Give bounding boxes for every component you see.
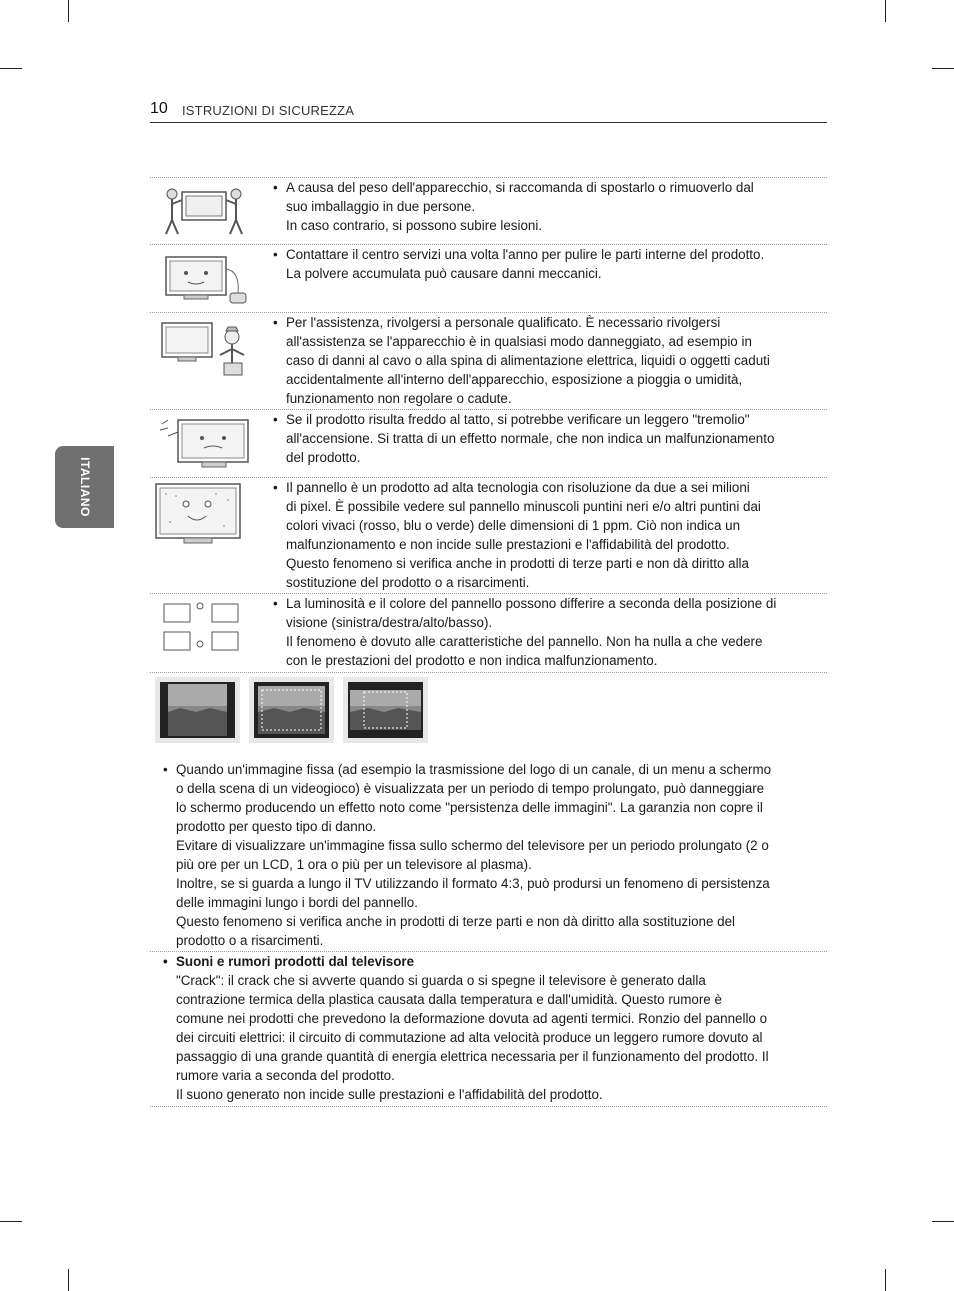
bullet-line: • Per l'assistenza, rivolgersi a personale qualificato. È necessario rivolgersi xyxy=(270,313,815,332)
noise-text xyxy=(160,952,810,1104)
text-line: comune nei prodotti che prevedono la deformazione dovuta ad agenti termici. Ronzio del pannello o xyxy=(176,1011,768,1026)
text-line: delle immagini lungo i bordi del pannello. xyxy=(176,895,418,910)
text-line: Inoltre, se si guarda a lungo il TV utilizzando il formato 4:3, può prodursi un fenomeno di persistenza xyxy=(176,876,770,891)
page-header xyxy=(150,100,827,123)
text-line: Il suono generato non incide sulle prestazioni e l'affidabilità del prodotto. xyxy=(176,1087,603,1102)
landscape-photo-image xyxy=(160,682,235,738)
safety-text xyxy=(270,594,815,670)
two-people-carrying-tv-illustration xyxy=(154,182,254,242)
crop-mark xyxy=(68,1269,69,1291)
divider xyxy=(150,1106,827,1107)
divider xyxy=(150,672,827,673)
text-line: colori vivaci (rosso, blu o verde) delle dimensioni di 1 ppm. Ciò non indica un xyxy=(286,518,741,533)
bullet-line: • Il pannello è un prodotto ad alta tecnologia con risoluzione da due a sei milioni xyxy=(270,478,815,497)
safety-row-pixels xyxy=(150,477,827,594)
text-line: all'assistenza se l'apparecchio è in qualsiasi modo danneggiato, ad esempio in xyxy=(286,334,752,349)
text-line: del prodotto. xyxy=(286,450,361,465)
safety-row-cold-flicker xyxy=(150,409,827,478)
warning-text xyxy=(160,760,810,950)
text-line: con le prestazioni del prodotto e non indica malfunzionamento. xyxy=(286,653,658,668)
text-line: sostituzione del prodotto o a risarcimenti. xyxy=(286,575,530,590)
crop-mark xyxy=(932,68,954,69)
text-line: Questo fenomeno si verifica anche in prodotti di terze parti e non dà diritto alla xyxy=(286,556,749,571)
language-tab-label: ITALIANO xyxy=(77,457,92,517)
text-line: La polvere accumulata può causare danni meccanici. xyxy=(286,266,602,281)
text-line: visione (sinistra/destra/alto/basso). xyxy=(286,615,493,630)
text-line: o della scena di un videogioco) è visualizzata per un periodo di tempo prolungato, può danneggiare xyxy=(176,781,765,796)
technician-service-illustration xyxy=(154,317,254,383)
text-line: "Crack": il crack che si avverte quando si guarda o si spegne il televisore è generato dalla xyxy=(176,973,706,988)
pixel-dots-tv-illustration xyxy=(154,482,254,548)
crop-mark xyxy=(885,0,886,22)
safety-row-viewing-angle xyxy=(150,593,827,673)
text-line: malfunzionamento e non incide sulle prestazioni e l'affidabilità del prodotto. xyxy=(286,537,730,552)
text-line: caso di danni al cavo o alla spina di alimentazione elettrica, liquidi o oggetti caduti xyxy=(286,353,770,368)
landscape-photo-image xyxy=(348,682,423,738)
bullet-line: • Quando un'immagine fissa (ad esempio la trasmissione del logo di un canale, di un menu a schermo xyxy=(160,760,810,779)
text-line: prodotto per questo tipo di danno. xyxy=(176,819,377,834)
crop-mark xyxy=(0,1221,22,1222)
text-line: Evitare di visualizzare un'immagine fissa sullo schermo del televisore per un periodo prolungato (2 o xyxy=(176,838,769,853)
bullet-line: • Contattare il centro servizi una volta l'anno per pulire le parti interne del prodotto. xyxy=(270,245,815,264)
page-number: 10 xyxy=(150,100,168,117)
bullet-line: • Se il prodotto risulta freddo al tatto, si potrebbe verificare un leggero "tremolio" xyxy=(270,410,815,429)
bullet-line: • La luminosità e il colore del pannello possono differire a seconda della posizione di xyxy=(270,594,815,613)
text-line: prodotto o a risarcimenti. xyxy=(176,933,324,948)
retention-thumbnail xyxy=(343,677,428,743)
tv-cleaning-illustration xyxy=(154,249,254,311)
shivering-tv-illustration xyxy=(154,414,254,476)
text-line: In caso contrario, si possono subire lesioni. xyxy=(286,218,543,233)
text-line: lo schermo producendo un effetto noto come "persistenza delle immagini". La garanzia non copre il xyxy=(176,800,763,815)
text-line: di pixel. È possibile vedere sul pannello minuscoli puntini neri e/o altri puntini dai xyxy=(286,499,761,514)
landscape-photo-image xyxy=(254,682,329,738)
crop-mark xyxy=(68,0,69,22)
still-image-warning xyxy=(150,760,827,951)
safety-text xyxy=(270,313,815,408)
text-line: passaggio di una grande quantità di energia elettrica necessaria per il funzionamento del prodotto. Il xyxy=(176,1049,769,1064)
text-line: accidentalmente all'interno dell'apparecchio, esposizione a pioggia o umidità, xyxy=(286,372,743,387)
tv-noise-section xyxy=(150,952,827,1105)
text-line: all'accensione. Si tratta di un effetto normale, che non indica un malfunzionamento xyxy=(286,431,775,446)
crop-mark xyxy=(932,1221,954,1222)
safety-text xyxy=(270,245,815,283)
safety-text xyxy=(270,478,815,592)
safety-text xyxy=(270,410,815,467)
text-line: più ore per un LCD, 1 ora o più per un televisore al plasma). xyxy=(176,857,532,872)
safety-text xyxy=(270,178,815,235)
text-line: suo imballaggio in due persone. xyxy=(286,199,476,214)
text-line: Questo fenomeno si verifica anche in prodotti di terze parti e non dà diritto alla sostituzione del xyxy=(176,914,736,929)
noise-heading: • Suoni e rumori prodotti dal televisore xyxy=(160,952,810,971)
text-line: Il fenomeno è dovuto alle caratteristiche del pannello. Non ha nulla a che vedere xyxy=(286,634,763,649)
safety-row-cleaning xyxy=(150,244,827,313)
section-title: ISTRUZIONI DI SICUREZZA xyxy=(182,103,355,118)
bullet-line: • A causa del peso dell'apparecchio, si raccomanda di spostarlo o rimuoverlo dal xyxy=(270,178,815,197)
text-line: contrazione termica della plastica causata dalla temperatura e dall'umidità. Questo rumore è xyxy=(176,992,722,1007)
text-line: dei circuiti elettrici: il circuito di commutazione ad alta velocità produce un leggero rumore dovuto al xyxy=(176,1030,763,1045)
retention-thumbnail xyxy=(249,677,334,743)
language-tab xyxy=(55,446,114,528)
crop-mark xyxy=(0,68,22,69)
text-line: funzionamento non regolare o cadute. xyxy=(286,391,512,406)
safety-row-carry xyxy=(150,177,827,245)
text-line: rumore varia a seconda del prodotto. xyxy=(176,1068,395,1083)
crop-mark xyxy=(885,1269,886,1291)
retention-thumbnail xyxy=(155,677,240,743)
viewing-angle-tvs-illustration xyxy=(154,598,254,658)
safety-row-service xyxy=(150,312,827,410)
